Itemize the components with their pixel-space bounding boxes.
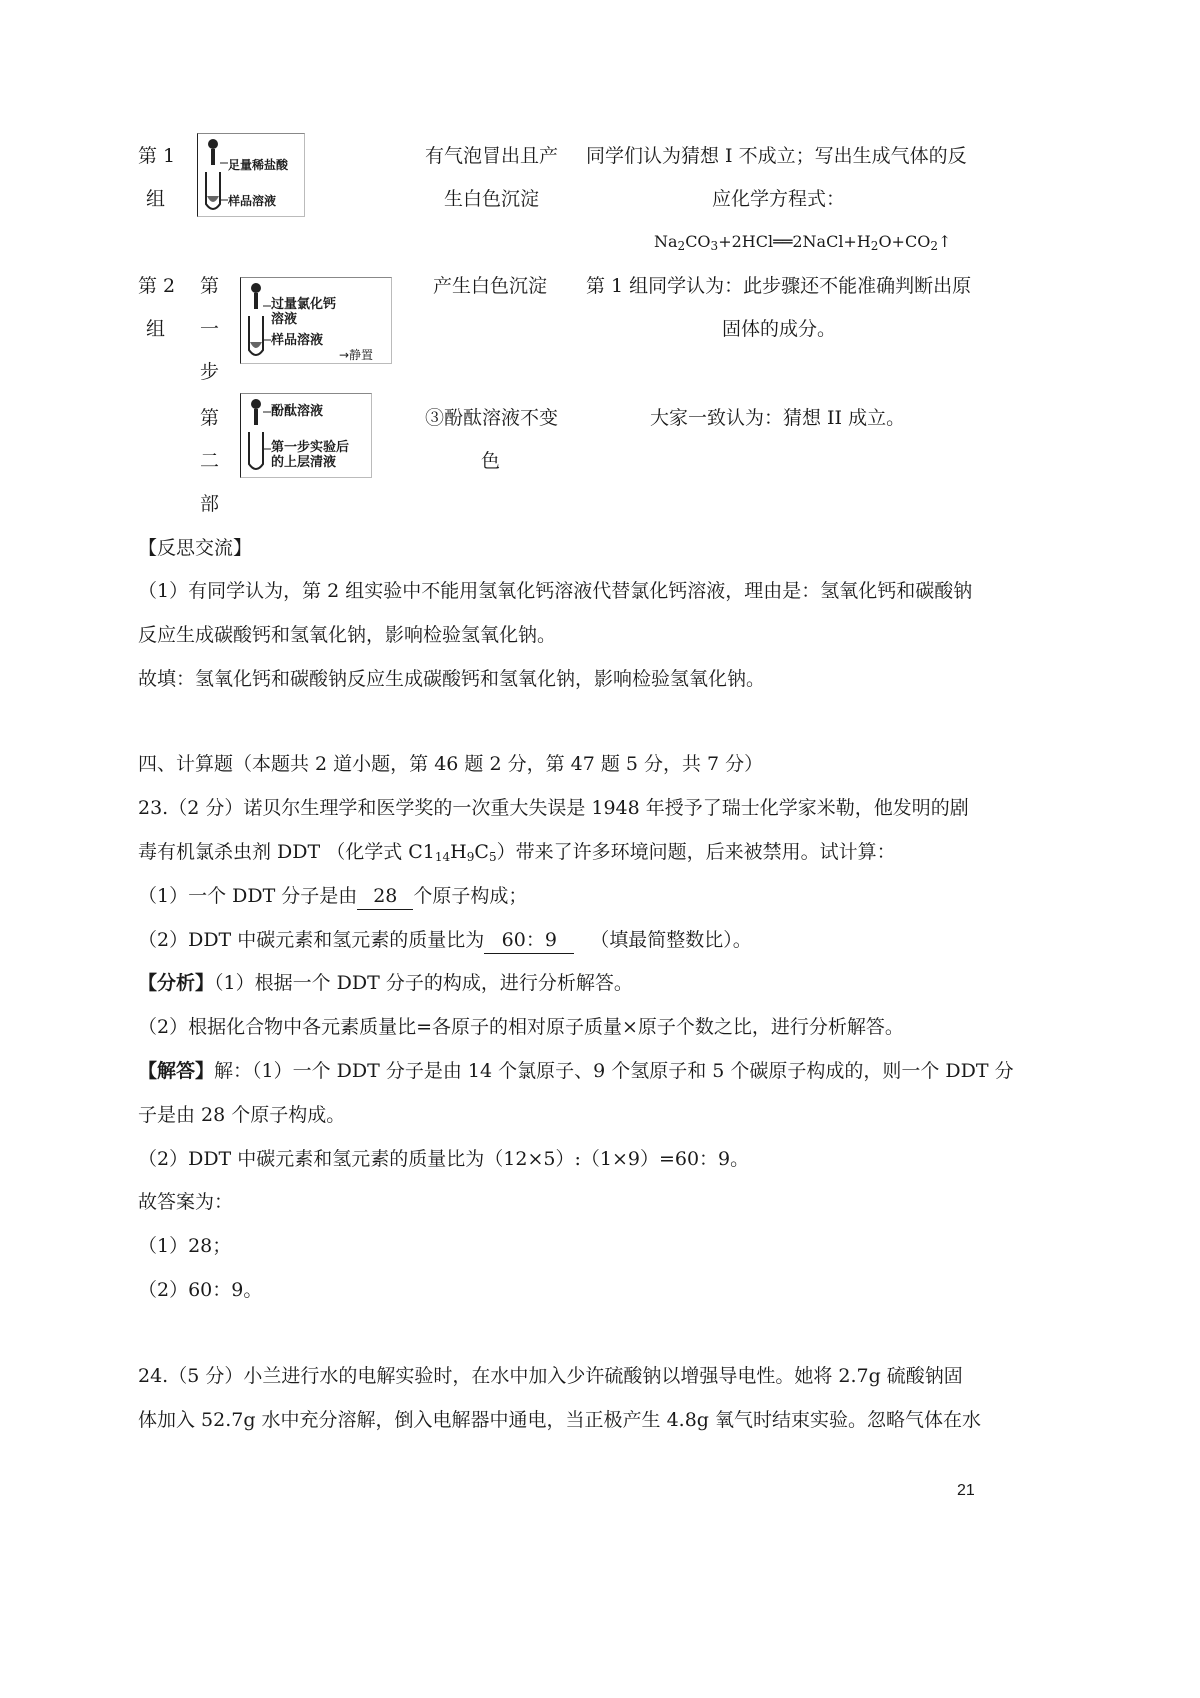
row1-group-label-b: 组 xyxy=(146,188,166,210)
calcium-chloride-test-figure xyxy=(240,277,392,364)
q23-solution-2: 子是由 28 个原子构成。 xyxy=(138,1104,346,1126)
q23-answer-intro: 故答案为： xyxy=(138,1191,234,1213)
fig-label-after-step1: 第一步实验后 xyxy=(271,440,350,455)
step1-char-3: 步 xyxy=(200,361,220,383)
q23-line-2: 毒有机氯杀虫剂 DDT （化学式 $C1_{14}H_9C_5$）带来了许多环境问题，后来被禁用。试计算： xyxy=(138,841,896,864)
step2-char-3: 部 xyxy=(200,493,220,515)
step2-phenomenon-a: ③酚酞溶液不变 xyxy=(425,407,559,429)
step1-conclusion-a: 第 1 组同学认为：此步骤还不能准确判断出原 xyxy=(586,275,972,297)
step1-char-1: 第 xyxy=(200,275,220,297)
fig-label-sample-solution: 样品溶液 xyxy=(228,194,277,208)
reflection-line-2: 反应生成碳酸钙和氢氧化钠，影响检验氢氧化钠。 xyxy=(138,624,557,646)
q23-line-1: 23.（2 分）诺贝尔生理学和医学奖的一次重大失误是 1948 年授予了瑞士化学家米勒，他发明的剧 xyxy=(138,797,969,819)
fig-label-solution: 溶液 xyxy=(271,312,298,327)
fig-label-excess-cacl2: 过量氯化钙 xyxy=(271,297,337,312)
step2-char-2: 二 xyxy=(200,450,220,472)
q23-solution-3: （2）DDT 中碳元素和氢元素的质量比为（12×5）:（1×9）=60：9。 xyxy=(138,1148,750,1170)
q23-question-1: （1）一个 DDT 分子是由 28 个原子构成； xyxy=(138,883,527,910)
page-number: 21 xyxy=(957,1482,975,1499)
q24-line-2: 体加入 52.7g 水中充分溶解，倒入电解器中通电，当正极产生 4.8g 氧气时结束实验。忽略气体在水 xyxy=(138,1409,982,1431)
row1-conclusion-a: 同学们认为猜想 I 不成立；写出生成气体的反 xyxy=(586,145,967,167)
reflection-fill-answer: 故填：氢氧化钙和碳酸钠反应生成碳酸钙和氢氧化钠，影响检验氢氧化钠。 xyxy=(138,668,766,690)
row2-group-label-a: 第 2 xyxy=(138,275,176,297)
row2-group-label-b: 组 xyxy=(146,318,166,340)
fig-label-sample-solution: 样品溶液 xyxy=(271,333,324,348)
q24-line-1: 24.（5 分）小兰进行水的电解实验时，在水中加入少许硫酸钠以增强导电性。她将 2.7g 硫酸钠固 xyxy=(138,1365,963,1387)
q23-answer-1: （1）28； xyxy=(138,1235,232,1257)
q23-question-2: （2）DDT 中碳元素和氢元素的质量比为 60：9 （填最简整数比）。 xyxy=(138,927,752,954)
row1-phenomenon-a: 有气泡冒出且产 xyxy=(425,145,559,167)
q23-analysis-1: 【分析】（1）根据一个 DDT 分子的构成，进行分析解答。 xyxy=(138,972,633,994)
q23-answer-blank-2: 60：9 xyxy=(484,927,574,954)
step1-char-2: 一 xyxy=(200,318,220,340)
fig-label-stand: →静置 xyxy=(339,348,374,362)
row1-group-label-a: 第 1 xyxy=(138,145,176,167)
fig-label-upper-clear-liquid: 的上层清液 xyxy=(271,455,337,470)
hydrochloric-acid-test-figure xyxy=(197,133,305,217)
reflection-line-1: （1）有同学认为，第 2 组实验中不能用氢氧化钙溶液代替氯化钙溶液，理由是：氢氧化钙和碳酸钠 xyxy=(138,580,973,602)
row1-conclusion-b: 应化学方程式： xyxy=(712,188,846,210)
q23-solution-1: 【解答】解：（1）一个 DDT 分子是由 14 个氯原子、9 个氢原子和 5 个碳原子构成的，则一个 DDT 分 xyxy=(138,1060,1014,1082)
reflection-heading: 【反思交流】 xyxy=(138,537,253,559)
phenolphthalein-test-figure xyxy=(240,393,372,478)
step1-phenomenon: 产生白色沉淀 xyxy=(433,275,548,297)
q23-analysis-2: （2）根据化合物中各元素质量比=各原子的相对原子质量×原子个数之比，进行分析解答。 xyxy=(138,1016,904,1038)
step2-conclusion: 大家一致认为：猜想 II 成立。 xyxy=(650,407,906,429)
q23-answer-2: （2）60：9。 xyxy=(138,1279,263,1301)
step2-char-1: 第 xyxy=(200,407,220,429)
step1-conclusion-b: 固体的成分。 xyxy=(722,318,837,340)
chemical-equation: $Na_2CO_3+2HCl══2NaCl+H_2O+CO_2↑$ xyxy=(654,232,952,253)
step2-phenomenon-b: 色 xyxy=(481,450,501,472)
row1-phenomenon-b: 生白色沉淀 xyxy=(444,188,540,210)
section-4-heading: 四、计算题（本题共 2 道小题，第 46 题 2 分，第 47 题 5 分，共 7 分） xyxy=(138,753,764,775)
fig-label-phenolphthalein: 酚酞溶液 xyxy=(271,404,324,419)
q23-answer-blank-1: 28 xyxy=(357,883,413,910)
fig-label-dilute-hcl: 足量稀盐酸 xyxy=(228,158,289,172)
